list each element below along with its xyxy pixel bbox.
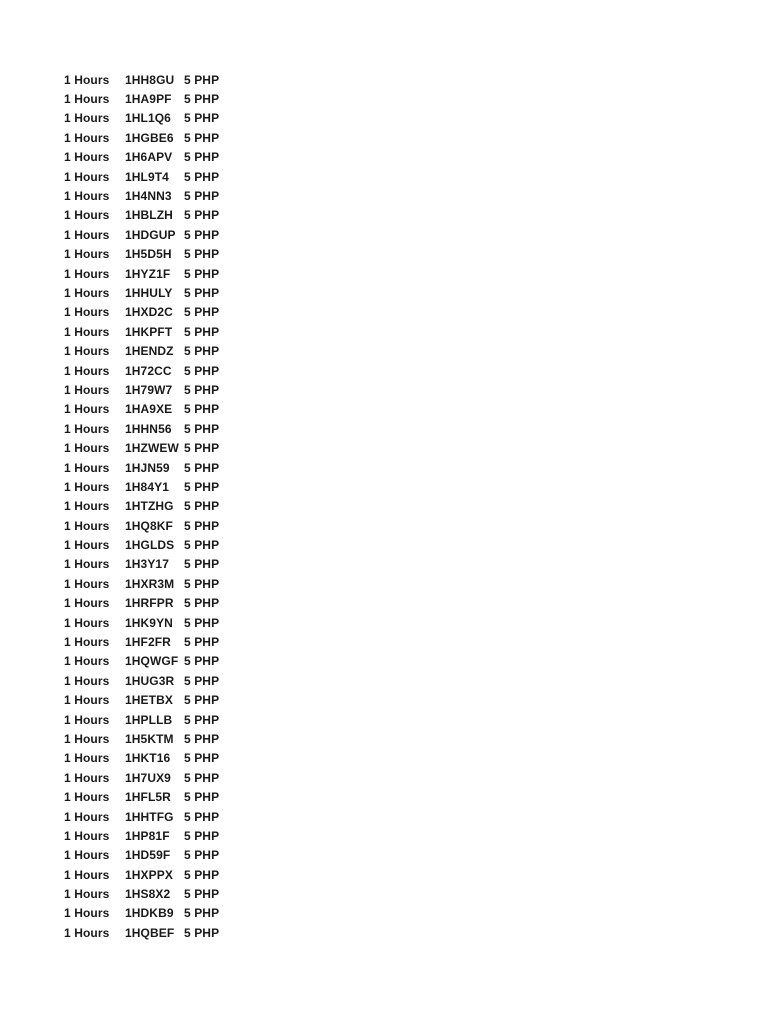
voucher-code: 1H79W7 [125,382,173,397]
voucher-duration: 1 Hours [64,130,110,145]
voucher-price: 5 PHP [184,576,220,591]
voucher-code: 1HJN59 [125,460,170,475]
voucher-row [64,283,264,302]
voucher-row [64,322,264,341]
voucher-duration: 1 Hours [64,557,110,572]
voucher-row [64,652,264,671]
voucher-duration: 1 Hours [64,770,110,785]
voucher-price: 5 PHP [184,790,220,805]
voucher-duration: 1 Hours [64,189,110,204]
voucher-price: 5 PHP [184,72,220,87]
voucher-duration: 1 Hours [64,635,110,650]
voucher-duration: 1 Hours [64,247,110,262]
voucher-duration: 1 Hours [64,751,110,766]
voucher-price: 5 PHP [184,809,220,824]
voucher-row [64,671,264,690]
voucher-duration: 1 Hours [64,382,110,397]
voucher-duration: 1 Hours [64,906,110,921]
voucher-price: 5 PHP [184,247,220,262]
voucher-code: 1HXR3M [125,576,175,591]
voucher-code: 1HHN56 [125,421,172,436]
voucher-row [64,613,264,632]
voucher-code: 1HFL5R [125,790,171,805]
voucher-code: 1HBLZH [125,208,173,223]
voucher-price: 5 PHP [184,441,220,456]
voucher-duration: 1 Hours [64,169,110,184]
voucher-duration: 1 Hours [64,111,110,126]
voucher-row [64,400,264,419]
voucher-price: 5 PHP [184,615,220,630]
voucher-code: 1HL1Q6 [125,111,171,126]
voucher-row [64,458,264,477]
voucher-row [64,846,264,865]
voucher-row [64,361,264,380]
voucher-duration: 1 Hours [64,460,110,475]
voucher-duration: 1 Hours [64,867,110,882]
voucher-code: 1H72CC [125,363,172,378]
voucher-row [64,826,264,845]
voucher-duration: 1 Hours [64,363,110,378]
voucher-price: 5 PHP [184,557,220,572]
voucher-price: 5 PHP [184,324,220,339]
voucher-row [64,555,264,574]
voucher-price: 5 PHP [184,712,220,727]
voucher-price: 5 PHP [184,111,220,126]
voucher-code: 1HKPFT [125,324,173,339]
voucher-code: 1HYZ1F [125,266,171,281]
voucher-duration: 1 Hours [64,402,110,417]
voucher-duration: 1 Hours [64,266,110,281]
voucher-row [64,380,264,399]
voucher-row [64,535,264,554]
voucher-price: 5 PHP [184,731,220,746]
voucher-row [64,923,264,942]
voucher-row [64,477,264,496]
voucher-row [64,186,264,205]
voucher-price: 5 PHP [184,673,220,688]
voucher-duration: 1 Hours [64,596,110,611]
voucher-price: 5 PHP [184,867,220,882]
voucher-code: 1H4NN3 [125,189,172,204]
voucher-code: 1H5D5H [125,247,172,262]
voucher-code: 1HQ8KF [125,518,173,533]
voucher-code: 1HGBE6 [125,130,174,145]
voucher-price: 5 PHP [184,460,220,475]
voucher-duration: 1 Hours [64,731,110,746]
voucher-list [64,70,264,943]
voucher-code: 1HK9YN [125,615,173,630]
voucher-code: 1HDKB9 [125,906,174,921]
voucher-price: 5 PHP [184,906,220,921]
voucher-code: 1HUG3R [125,673,175,688]
voucher-price: 5 PHP [184,363,220,378]
voucher-price: 5 PHP [184,693,220,708]
voucher-code: 1HHULY [125,285,173,300]
voucher-row [64,167,264,186]
voucher-duration: 1 Hours [64,518,110,533]
voucher-duration: 1 Hours [64,421,110,436]
voucher-duration: 1 Hours [64,848,110,863]
voucher-price: 5 PHP [184,848,220,863]
voucher-code: 1HENDZ [125,344,174,359]
voucher-duration: 1 Hours [64,324,110,339]
voucher-row [64,729,264,748]
voucher-price: 5 PHP [184,635,220,650]
voucher-row [64,70,264,89]
voucher-price: 5 PHP [184,150,220,165]
voucher-code: 1HHTFG [125,809,174,824]
voucher-code: 1HS8X2 [125,887,171,902]
voucher-code: 1H7UX9 [125,770,171,785]
voucher-price: 5 PHP [184,770,220,785]
voucher-duration: 1 Hours [64,693,110,708]
voucher-row [64,264,264,283]
voucher-code: 1H5KTM [125,731,174,746]
voucher-row [64,206,264,225]
voucher-price: 5 PHP [184,227,220,242]
voucher-row [64,749,264,768]
voucher-code: 1HTZHG [125,499,174,514]
voucher-row [64,807,264,826]
voucher-code: 1HPLLB [125,712,173,727]
voucher-duration: 1 Hours [64,150,110,165]
voucher-duration: 1 Hours [64,887,110,902]
voucher-row [64,691,264,710]
voucher-duration: 1 Hours [64,654,110,669]
voucher-price: 5 PHP [184,518,220,533]
voucher-duration: 1 Hours [64,615,110,630]
voucher-price: 5 PHP [184,189,220,204]
voucher-row [64,768,264,787]
voucher-row [64,303,264,322]
voucher-price: 5 PHP [184,654,220,669]
voucher-row [64,245,264,264]
voucher-code: 1HKT16 [125,751,171,766]
voucher-code: 1HGLDS [125,538,175,553]
voucher-price: 5 PHP [184,402,220,417]
voucher-price: 5 PHP [184,421,220,436]
voucher-price: 5 PHP [184,92,220,107]
voucher-row [64,89,264,108]
voucher-code: 1HZWEW [125,441,179,456]
voucher-duration: 1 Hours [64,828,110,843]
voucher-code: 1H84Y1 [125,479,169,494]
voucher-price: 5 PHP [184,828,220,843]
voucher-row [64,574,264,593]
voucher-code: 1H3Y17 [125,557,169,572]
voucher-row [64,865,264,884]
voucher-row [64,516,264,535]
voucher-row [64,787,264,806]
voucher-price: 5 PHP [184,382,220,397]
voucher-duration: 1 Hours [64,809,110,824]
voucher-row [64,904,264,923]
voucher-row [64,419,264,438]
voucher-duration: 1 Hours [64,576,110,591]
voucher-row [64,710,264,729]
voucher-price: 5 PHP [184,305,220,320]
voucher-code: 1HA9PF [125,92,172,107]
voucher-duration: 1 Hours [64,72,110,87]
voucher-price: 5 PHP [184,887,220,902]
voucher-row [64,148,264,167]
voucher-duration: 1 Hours [64,227,110,242]
voucher-price: 5 PHP [184,751,220,766]
voucher-price: 5 PHP [184,344,220,359]
voucher-code: 1HQBEF [125,925,175,940]
voucher-code: 1HP81F [125,828,170,843]
voucher-row [64,594,264,613]
voucher-code: 1HXPPX [125,867,173,882]
voucher-duration: 1 Hours [64,538,110,553]
voucher-row [64,341,264,360]
voucher-code: 1H6APV [125,150,173,165]
voucher-row [64,109,264,128]
voucher-price: 5 PHP [184,499,220,514]
voucher-code: 1HH8GU [125,72,175,87]
voucher-code: 1HETBX [125,693,173,708]
voucher-duration: 1 Hours [64,479,110,494]
voucher-duration: 1 Hours [64,925,110,940]
voucher-duration: 1 Hours [64,441,110,456]
voucher-duration: 1 Hours [64,208,110,223]
voucher-code: 1HXD2C [125,305,173,320]
voucher-code: 1HDGUP [125,227,176,242]
voucher-duration: 1 Hours [64,344,110,359]
voucher-row [64,128,264,147]
voucher-duration: 1 Hours [64,285,110,300]
voucher-duration: 1 Hours [64,673,110,688]
voucher-code: 1HL9T4 [125,169,169,184]
voucher-price: 5 PHP [184,538,220,553]
voucher-price: 5 PHP [184,266,220,281]
voucher-price: 5 PHP [184,925,220,940]
voucher-row [64,438,264,457]
voucher-duration: 1 Hours [64,305,110,320]
voucher-price: 5 PHP [184,479,220,494]
voucher-duration: 1 Hours [64,712,110,727]
voucher-duration: 1 Hours [64,499,110,514]
voucher-row [64,497,264,516]
voucher-code: 1HA9XE [125,402,173,417]
voucher-price: 5 PHP [184,130,220,145]
voucher-duration: 1 Hours [64,790,110,805]
voucher-code: 1HRFPR [125,596,174,611]
voucher-row [64,632,264,651]
voucher-price: 5 PHP [184,208,220,223]
voucher-price: 5 PHP [184,285,220,300]
voucher-duration: 1 Hours [64,92,110,107]
voucher-price: 5 PHP [184,169,220,184]
voucher-code: 1HF2FR [125,635,171,650]
voucher-code: 1HQWGF [125,654,179,669]
voucher-row [64,884,264,903]
voucher-code: 1HD59F [125,848,171,863]
voucher-row [64,225,264,244]
voucher-price: 5 PHP [184,596,220,611]
